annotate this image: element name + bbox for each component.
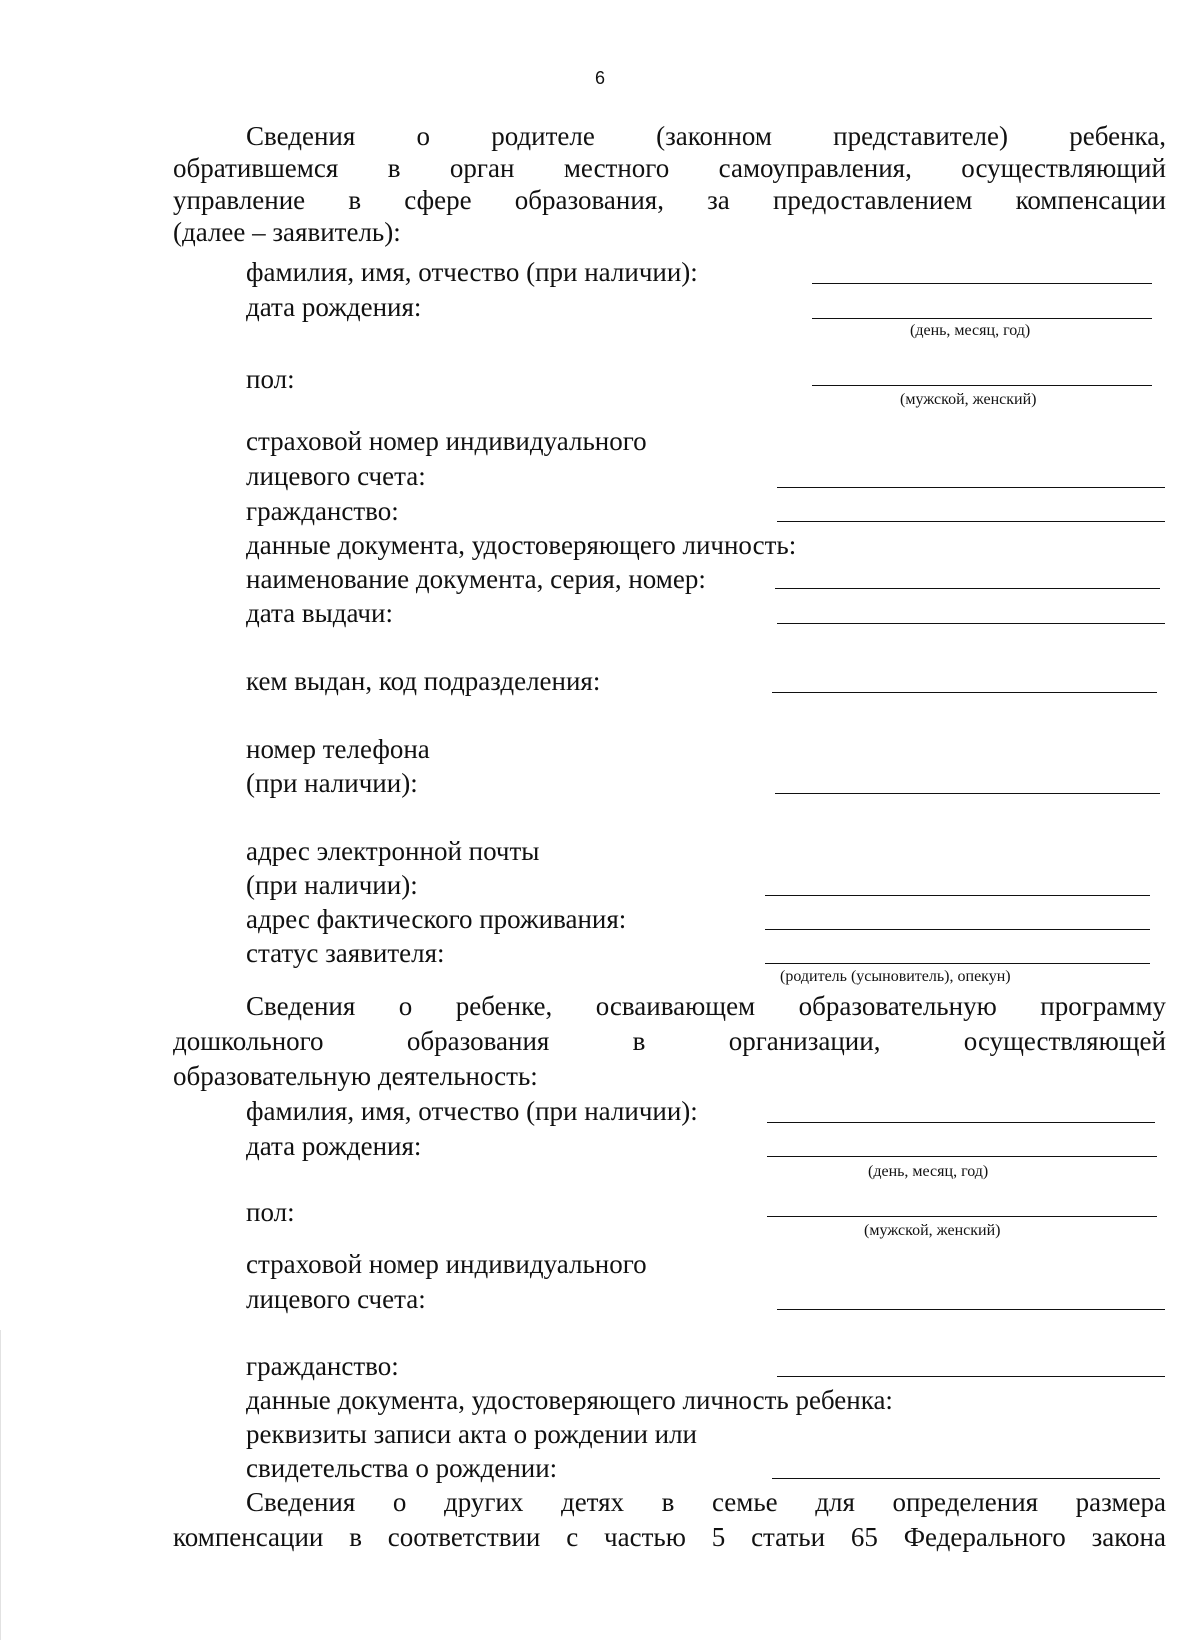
word: Федерального <box>903 1522 1066 1552</box>
word: Сведения <box>246 991 356 1021</box>
child-intro-line-2 <box>173 1025 1166 1057</box>
child-id-doc-label: данные документа, удостоверяющего личность ребенка: <box>246 1385 893 1415</box>
parent-birth-date-label: дата рождения: <box>246 292 422 322</box>
parent-birth-date-hint: (день, месяц, год) <box>910 322 1031 339</box>
parent-sex-label: пол: <box>246 364 295 394</box>
child-snils-field[interactable] <box>777 1309 1165 1310</box>
parent-citizenship-field[interactable] <box>777 521 1165 522</box>
parent-sex-field[interactable] <box>812 385 1152 386</box>
word: местного <box>563 153 670 183</box>
word: предоставлением <box>772 185 973 215</box>
word: частью <box>604 1522 686 1552</box>
parent-status-label: статус заявителя: <box>246 938 445 968</box>
word: Сведения <box>246 1487 356 1517</box>
word: размера <box>1075 1487 1166 1517</box>
child-sex-hint: (мужской, женский) <box>864 1222 1001 1239</box>
parent-phone-label-2: (при наличии): <box>246 768 418 798</box>
child-birth-date-hint: (день, месяц, год) <box>868 1163 989 1180</box>
parent-snils-label-1: страховой номер индивидуального <box>246 426 647 456</box>
parent-issue-date-field[interactable] <box>777 623 1165 624</box>
parent-email-label-2: (при наличии): <box>246 870 418 900</box>
parent-intro-line-2 <box>173 152 1166 184</box>
parent-issued-by-field[interactable] <box>772 692 1157 693</box>
word: организации, <box>728 1026 881 1056</box>
child-intro-line-1 <box>246 990 1166 1022</box>
parent-intro-line-3 <box>173 184 1166 216</box>
child-birth-date-field[interactable] <box>767 1156 1157 1157</box>
word: в <box>349 1522 362 1552</box>
parent-address-label: адрес фактического проживания: <box>246 904 627 934</box>
parent-address-field[interactable] <box>765 929 1150 930</box>
word: самоуправления, <box>718 153 912 183</box>
parent-email-label-1: адрес электронной почты <box>246 836 540 866</box>
word: для <box>815 1487 855 1517</box>
word: детях <box>560 1487 625 1517</box>
word: образовательную <box>798 991 997 1021</box>
word: компенсации <box>173 1522 324 1552</box>
parent-sex-hint: (мужской, женский) <box>900 391 1037 408</box>
word: осуществляющий <box>961 153 1166 183</box>
word: соответствии <box>387 1522 541 1552</box>
word: компенсации <box>1015 185 1166 215</box>
page-number: 6 <box>594 68 605 88</box>
parent-issued-by-label: кем выдан, код подразделения: <box>246 666 601 696</box>
child-snils-label-1: страховой номер индивидуального <box>246 1249 647 1279</box>
word: образования <box>406 1026 550 1056</box>
parent-id-doc-label: данные документа, удостоверяющего личность: <box>246 530 797 560</box>
word: закона <box>1091 1522 1166 1552</box>
parent-snils-label-2: лицевого счета: <box>246 461 426 491</box>
child-fio-label: фамилия, имя, отчество (при наличии): <box>246 1096 698 1126</box>
word: родителе <box>491 121 595 151</box>
word: Сведения <box>246 121 356 151</box>
scan-edge-mark <box>0 1330 1 1640</box>
word: ребенка, <box>1069 121 1166 151</box>
child-snils-label-2: лицевого счета: <box>246 1284 426 1314</box>
child-sex-label: пол: <box>246 1197 295 1227</box>
word: осуществляющей <box>963 1026 1166 1056</box>
parent-fio-label: фамилия, имя, отчество (при наличии): <box>246 257 698 287</box>
parent-status-field[interactable] <box>765 963 1150 964</box>
word: сфере <box>404 185 472 215</box>
parent-citizenship-label: гражданство: <box>246 496 399 526</box>
word: за <box>707 185 730 215</box>
word: в <box>348 185 362 215</box>
word: определения <box>892 1487 1039 1517</box>
word: 5 <box>711 1522 726 1552</box>
parent-doc-name-label: наименование документа, серия, номер: <box>246 564 706 594</box>
word: в <box>661 1487 675 1517</box>
word: 65 <box>850 1522 878 1552</box>
child-birth-record-field[interactable] <box>772 1478 1160 1479</box>
parent-intro-line-1 <box>246 120 1166 152</box>
word: о <box>392 1487 407 1517</box>
word: о <box>416 121 430 151</box>
child-citizenship-field[interactable] <box>777 1376 1165 1377</box>
word: обратившемся <box>173 153 339 183</box>
word: с <box>566 1522 579 1552</box>
word: дошкольного <box>173 1026 324 1056</box>
parent-fio-field[interactable] <box>812 283 1152 284</box>
word: в <box>387 153 401 183</box>
word: в <box>632 1026 646 1056</box>
parent-intro-line-4: (далее – заявитель): <box>173 217 401 247</box>
word: (законном <box>656 121 772 151</box>
child-citizenship-label: гражданство: <box>246 1351 399 1381</box>
word: других <box>443 1487 524 1517</box>
parent-phone-label-1: номер телефона <box>246 734 430 764</box>
word: орган <box>449 153 515 183</box>
child-birth-record-label-1: реквизиты записи акта о рождении или <box>246 1419 698 1449</box>
parent-doc-name-field[interactable] <box>775 588 1160 589</box>
parent-issue-date-label: дата выдачи: <box>246 598 393 628</box>
word: осваивающем <box>595 991 756 1021</box>
word: образования, <box>514 185 664 215</box>
child-sex-field[interactable] <box>767 1216 1157 1217</box>
parent-birth-date-field[interactable] <box>812 318 1152 319</box>
word: ребенке, <box>455 991 553 1021</box>
child-birth-date-label: дата рождения: <box>246 1131 422 1161</box>
word: о <box>398 991 413 1021</box>
word: представителе) <box>833 121 1008 151</box>
parent-status-hint: (родитель (усыновитель), опекун) <box>780 968 1011 985</box>
word: программу <box>1040 991 1166 1021</box>
parent-snils-field[interactable] <box>777 487 1165 488</box>
word: семье <box>711 1487 778 1517</box>
child-birth-record-label-2: свидетельства о рождении: <box>246 1453 558 1483</box>
word: статьи <box>751 1522 826 1552</box>
child-fio-field[interactable] <box>767 1122 1155 1123</box>
child-intro-line-3: образовательную деятельность: <box>173 1061 538 1091</box>
other-children-line-1 <box>246 1486 1166 1518</box>
parent-email-field[interactable] <box>765 895 1150 896</box>
word: управление <box>173 185 306 215</box>
other-children-line-2 <box>173 1521 1166 1553</box>
parent-phone-field[interactable] <box>775 793 1160 794</box>
